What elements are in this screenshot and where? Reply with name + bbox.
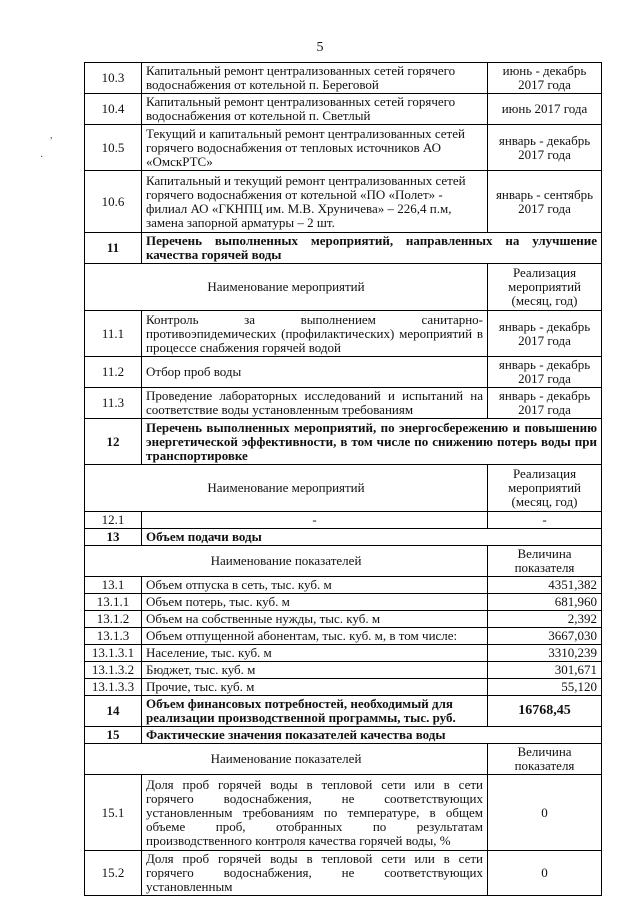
- row-number: 10.5: [85, 125, 142, 171]
- row-value: 4351,382: [488, 577, 602, 594]
- row-number: 12.1: [85, 512, 142, 529]
- row-value: 301,671: [488, 662, 602, 679]
- row-period: июнь 2017 года: [488, 94, 602, 125]
- row-number: 13.1.2: [85, 611, 142, 628]
- row-value: 2,392: [488, 611, 602, 628]
- table-row: [85, 645, 602, 662]
- row-period: январь - декабрь 2017 года: [488, 311, 602, 357]
- section-row: [85, 727, 602, 744]
- table-row: [85, 512, 602, 529]
- section-title: Фактические значения показателей качества воды: [142, 727, 602, 744]
- row-description: Проведение лабораторных исследований и испытаний на соответствие воды установленным требованиям: [142, 388, 488, 419]
- section-number: 12: [85, 419, 142, 465]
- table-row: [85, 594, 602, 611]
- row-description: Контроль за выполнением санитарно-противоэпидемических (профилактических) мероприятий в процессе снабжения горячей водой: [142, 311, 488, 357]
- table-row: [85, 357, 602, 388]
- section-title: Перечень выполненных мероприятий, по энергосбережению и повышению энергетической эффективности, в том числе по снижению потерь воды при транспортировке: [142, 419, 602, 465]
- row-number: 13.1.3: [85, 628, 142, 645]
- row-value: 3310,239: [488, 645, 602, 662]
- row-number: 13.1.3.1: [85, 645, 142, 662]
- row-number: 13.1.1: [85, 594, 142, 611]
- row-description: Объем потерь, тыс. куб. м: [142, 594, 488, 611]
- row-description: Капитальный ремонт централизованных сетей горячего водоснабжения от котельной п. Светлый: [142, 94, 488, 125]
- section-title: Объем финансовых потребностей, необходимый для реализации производственной программы, тыс. руб.: [142, 696, 488, 727]
- row-number: 15.1: [85, 775, 142, 851]
- table-row: [85, 577, 602, 594]
- table-row: [85, 628, 602, 645]
- row-period: январь - декабрь 2017 года: [488, 388, 602, 419]
- row-period: январь - декабрь 2017 года: [488, 357, 602, 388]
- table-row: [85, 171, 602, 233]
- row-description: Бюджет, тыс. куб. м: [142, 662, 488, 679]
- row-description: Капитальный и текущий ремонт централизованных сетей горячего водоснабжения от котельной «ПО «Полет» - филиал АО «ГКНПЦ им. М.В. Хруничева» – 226,4 п.м, замена запорной арматуры – 2 шт.: [142, 171, 488, 233]
- row-period: -: [488, 512, 602, 529]
- section-row: [85, 529, 602, 546]
- table-row: [85, 611, 602, 628]
- row-description: -: [142, 512, 488, 529]
- row-description: Объем отпущенной абонентам, тыс. куб. м, в том числе:: [142, 628, 488, 645]
- table-row: [85, 63, 602, 94]
- section-number: 14: [85, 696, 142, 727]
- row-number: 13.1.3.3: [85, 679, 142, 696]
- column-header-row: [85, 465, 602, 512]
- production-program-table: [84, 62, 602, 896]
- row-description: Прочие, тыс. куб. м: [142, 679, 488, 696]
- section-number: 13: [85, 529, 142, 546]
- column-header-value: Реализация мероприятий (месяц, год): [488, 465, 602, 512]
- section-row: [85, 696, 602, 727]
- section-title: Перечень выполненных мероприятий, направленных на улучшение качества горячей воды: [142, 233, 602, 264]
- row-value: 0: [488, 775, 602, 851]
- table-row: [85, 311, 602, 357]
- row-number: 10.4: [85, 94, 142, 125]
- section-title: Объем подачи воды: [142, 529, 602, 546]
- column-header-value: Величина показателя: [488, 546, 602, 577]
- total-value: 16768,45: [488, 696, 602, 727]
- row-period: январь - декабрь 2017 года: [488, 125, 602, 171]
- column-header-name: Наименование показателей: [85, 744, 488, 775]
- table-row: [85, 388, 602, 419]
- row-number: 13.1: [85, 577, 142, 594]
- column-header-name: Наименование мероприятий: [85, 264, 488, 311]
- row-value: 0: [488, 851, 602, 896]
- row-value: 55,120: [488, 679, 602, 696]
- scan-mark: ,: [50, 130, 53, 141]
- row-description: Текущий и капитальный ремонт централизованных сетей горячего водоснабжения от тепловых источников АО «ОмскРТС»: [142, 125, 488, 171]
- section-number: 15: [85, 727, 142, 744]
- column-header-name: Наименование показателей: [85, 546, 488, 577]
- row-number: 15.2: [85, 851, 142, 896]
- table-row: [85, 679, 602, 696]
- column-header-value: Величина показателя: [488, 744, 602, 775]
- table-row: [85, 662, 602, 679]
- column-header-row: [85, 264, 602, 311]
- row-number: 11.1: [85, 311, 142, 357]
- row-number: 13.1.3.2: [85, 662, 142, 679]
- row-number: 11.2: [85, 357, 142, 388]
- column-header-row: [85, 546, 602, 577]
- page-number: 5: [316, 40, 324, 55]
- row-description: Население, тыс. куб. м: [142, 645, 488, 662]
- row-number: 10.6: [85, 171, 142, 233]
- row-value: 3667,030: [488, 628, 602, 645]
- row-description: Доля проб горячей воды в тепловой сети или в сети горячего водоснабжения, не соответствующих установленным требованиям по температуре, в общем объеме проб, отобранных по результатам производственного контроля качества горячей воды, %: [142, 775, 488, 851]
- row-value: 681,960: [488, 594, 602, 611]
- section-row: [85, 233, 602, 264]
- row-description: Капитальный ремонт централизованных сетей горячего водоснабжения от котельной п. Береговой: [142, 63, 488, 94]
- table-row: [85, 94, 602, 125]
- column-header-name: Наименование мероприятий: [85, 465, 488, 512]
- row-description: Отбор проб воды: [142, 357, 488, 388]
- section-row: [85, 419, 602, 465]
- scan-mark: ·: [40, 152, 44, 163]
- row-number: 10.3: [85, 63, 142, 94]
- row-description: Объем на собственные нужды, тыс. куб. м: [142, 611, 488, 628]
- row-number: 11.3: [85, 388, 142, 419]
- section-number: 11: [85, 233, 142, 264]
- table-row: [85, 125, 602, 171]
- table-row: [85, 775, 602, 851]
- row-description: Доля проб горячей воды в тепловой сети или в сети горячего водоснабжения, не соответствующих установленным: [142, 851, 488, 896]
- row-period: июнь - декабрь 2017 года: [488, 63, 602, 94]
- table-row: [85, 851, 602, 896]
- row-description: Объем отпуска в сеть, тыс. куб. м: [142, 577, 488, 594]
- column-header-value: Реализация мероприятий (месяц, год): [488, 264, 602, 311]
- row-period: январь - сентябрь 2017 года: [488, 171, 602, 233]
- column-header-row: [85, 744, 602, 775]
